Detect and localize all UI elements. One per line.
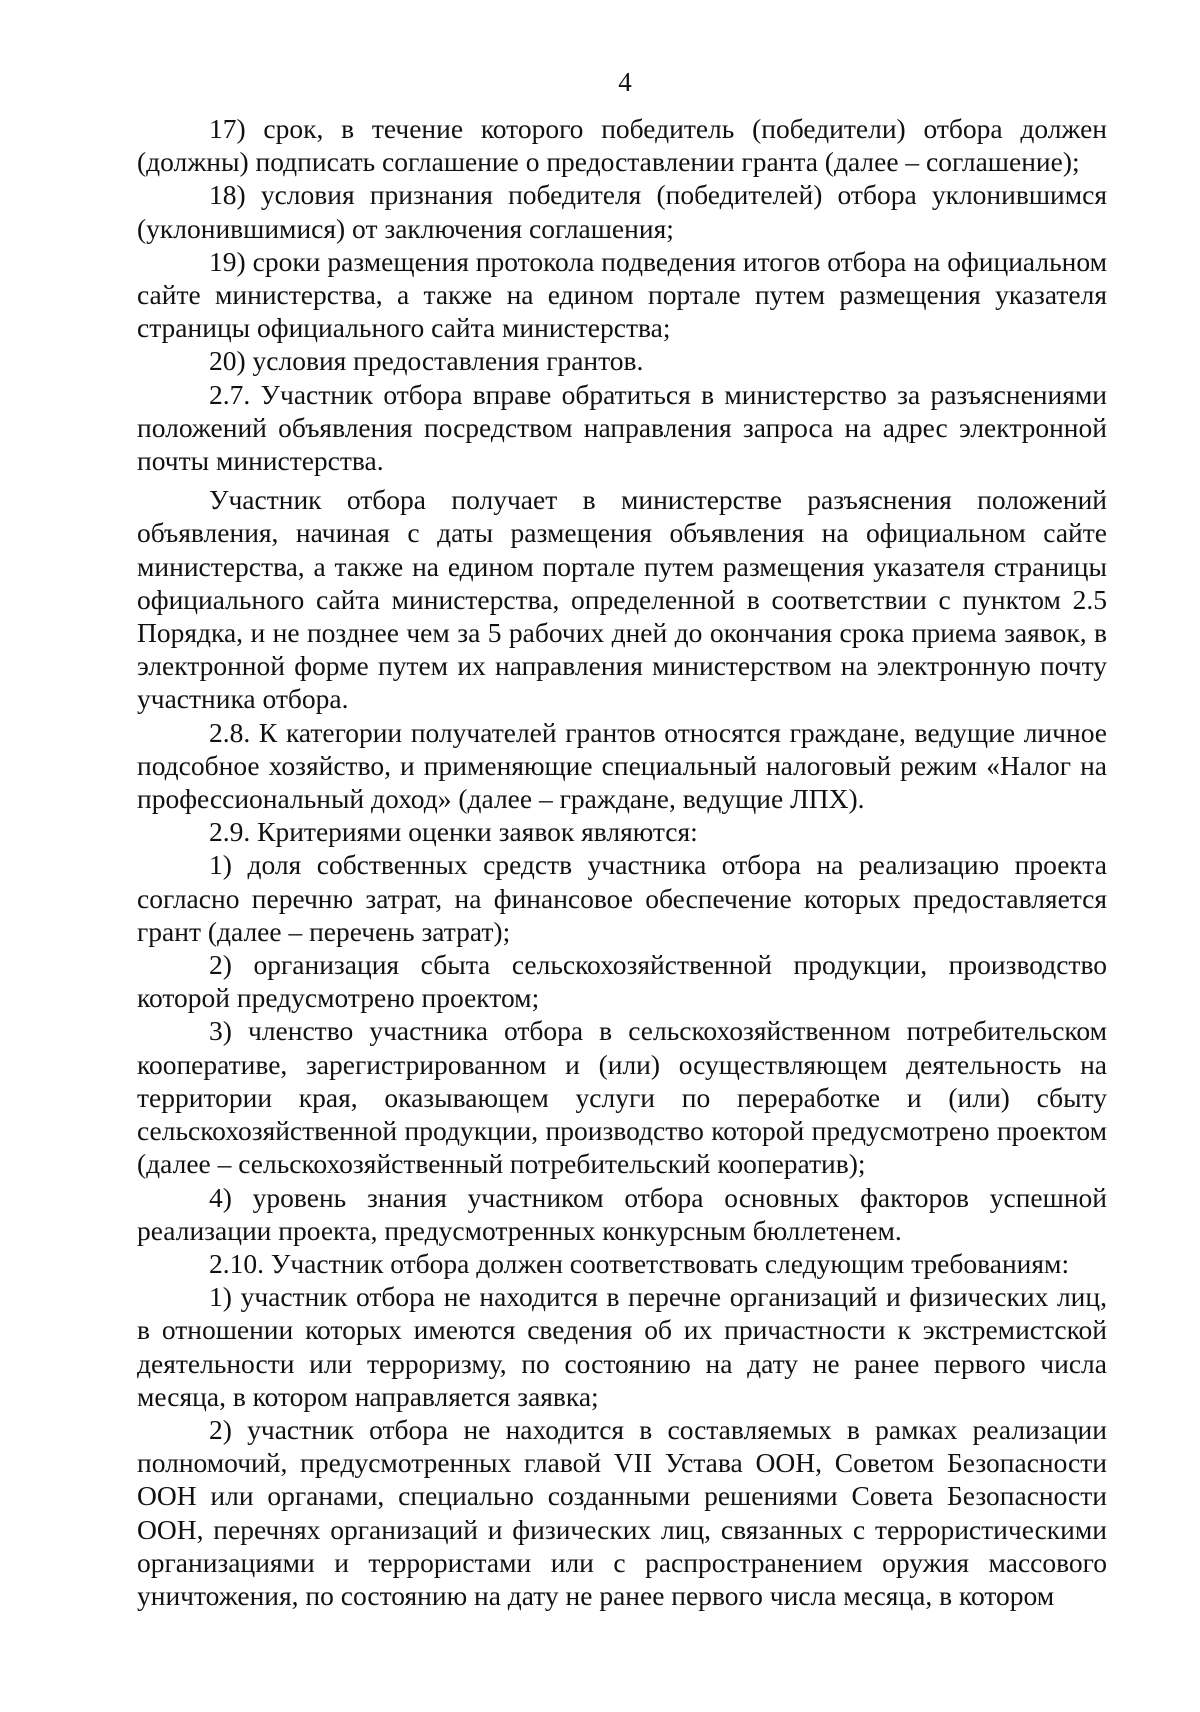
document-body <box>137 112 1107 1612</box>
paragraph: Участник отбора получает в министерстве разъяснения положений объявления, начиная с даты размещения объявления на официальном сайте министерства, а также на едином портале путем размещения указателя страницы официального сайта министерства, определенной в соответствии с пунктом 2.5 Порядка, и не позднее чем за 5 рабочих дней до окончания срока приема заявок, в электронной форме путем их направления министерством на электронную почту участника отбора. <box>137 484 1107 715</box>
paragraph: 2) участник отбора не находится в составляемых в рамках реализации полномочий, предусмотренных главой VII Устава ООН, Советом Безопасности ООН или органами, специально созданными решениями Совета Безопасности ООН, перечнях организаций и физических лиц, связанных с террористическими организациями и террористами или с распространением оружия массового уничтожения, по состоянию на дату не ранее первого числа месяца, в котором <box>137 1413 1107 1611</box>
paragraph: 2.10. Участник отбора должен соответствовать следующим требованиям: <box>209 1247 1070 1279</box>
paragraph: 2.9. Критериями оценки заявок являются: <box>209 816 698 848</box>
paragraph: 2.8. К категории получателей грантов относятся граждане, ведущие личное подсобное хозяйство, и применяющие специальный налоговый режим «Налог на профессиональный доход» (далее – граждане, ведущие ЛПХ). <box>137 716 1107 815</box>
paragraph: 20) условия предоставления грантов. <box>209 345 644 377</box>
paragraph: 19) сроки размещения протокола подведения итогов отбора на официальном сайте министерства, а также на едином портале путем размещения указателя страницы официального сайта министерства; <box>137 245 1107 344</box>
paragraph: 2.7. Участник отбора вправе обратиться в министерство за разъяснениями положений объявления посредством направления запроса на адрес электронной почты министерства. <box>137 378 1107 477</box>
paragraph: 1) участник отбора не находится в перечне организаций и физических лиц, в отношении которых имеются сведения об их причастности к экстремистской деятельности или терроризму, по состоянию на дату не ранее первого числа месяца, в котором направляется заявка; <box>137 1281 1107 1412</box>
paragraph: 4) уровень знания участником отбора основных факторов успешной реализации проекта, предусмотренных конкурсным бюллетенем. <box>137 1181 1107 1246</box>
paragraph: 2) организация сбыта сельскохозяйственной продукции, производство которой предусмотрено проектом; <box>137 949 1107 1014</box>
paragraph: 3) членство участника отбора в сельскохозяйственном потребительском кооперативе, зарегистрированном и (или) осуществляющем деятельность на территории края, оказывающем услуги по переработке и (или) сбыту сельскохозяйственной продукции, производство которой предусмотрено проектом (далее – сельскохозяйственный потребительский кооператив); <box>137 1015 1107 1180</box>
page-number: 4 <box>618 67 632 97</box>
paragraph: 1) доля собственных средств участника отбора на реализацию проекта согласно перечню затрат, на финансовое обеспечение которых предоставляется грант (далее – перечень затрат); <box>137 849 1107 947</box>
paragraph: 18) условия признания победителя (победителей) отбора уклонившимся (уклонившимися) от заключения соглашения; <box>137 179 1107 244</box>
paragraph: 17) срок, в течение которого победитель (победители) отбора должен (должны) подписать соглашение о предоставлении гранта (далее – соглашение); <box>137 113 1107 178</box>
